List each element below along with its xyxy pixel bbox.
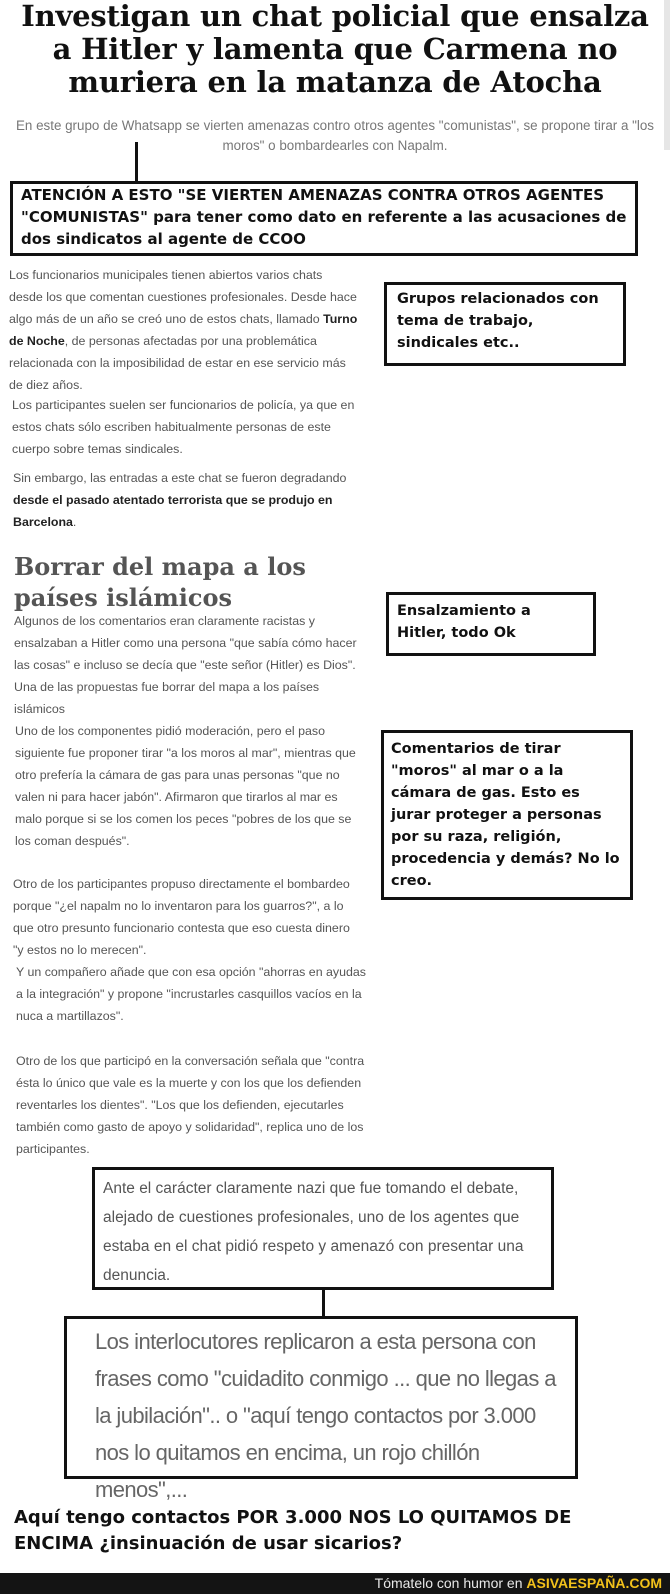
paragraph-1-text: Los funcionarios municipales tienen abiertos varios chats desde los que comentan cuestiones profesionales. Desde hace algo más de un año se creó uno de estos chats, llamado xyxy=(9,268,357,326)
quote-box-replies: Los interlocutores replicaron a esta persona con frases como "cuidadito conmigo ... que no llegas a la jubilación".. o "aquí tengo contactos por 3.000 nos lo quitamos en encima, un rojo chillón menos",... xyxy=(64,1316,578,1479)
paragraph-3-text: Sin embargo, las entradas a este chat se fueron degradando xyxy=(13,471,347,485)
paragraph-3-end: . xyxy=(72,515,77,529)
paragraph-2: Los participantes suelen ser funcionarios de policía, ya que en estos chats sólo escriben habitualmente personas de este cuerpo sobre temas sindicales. xyxy=(12,398,355,456)
annotation-main: ATENCIÓN A ESTO "SE VIERTEN AMENAZAS CONTRA OTROS AGENTES "COMUNISTAS" para tener como dato en referente a las acusaciones de dos sindicatos al agente de CCOO xyxy=(10,181,638,256)
footer-site: ASIVAESPAÑA.COM xyxy=(526,1575,662,1591)
quote-box-denuncia: Ante el carácter claramente nazi que fue tomando el debate, alejado de cuestiones profesionales, uno de los agentes que estaba en el chat pidió respeto y amenazó con presentar una denuncia. xyxy=(92,1167,554,1290)
paragraph-3 xyxy=(13,467,363,533)
connector-line-top xyxy=(135,142,138,182)
paragraph-7: Y un compañero añade que con esa opción "ahorras en ayudas a la integración" y propone "incrustarles casquillos vacíos en la nuca a martillazos". xyxy=(16,965,366,1023)
paragraph-8: Otro de los que participó en la conversación señala que "contra ésta lo único que vale es la muerte y con los que los defienden reventarles los dientes". "Los que los defienden, ejecutarles también como gasto de apoyo y solidaridad", replica uno de los participantes. xyxy=(16,1054,365,1156)
paragraph-1 xyxy=(9,264,359,396)
paragraph-1-bold: Turno de Noche xyxy=(9,312,358,348)
article-title: Investigan un chat policial que ensalza a Hitler y lamenta que Carmena no muriera en la matanza de Atocha xyxy=(21,0,649,99)
annotation-groups: Grupos relacionados con tema de trabajo, sindicales etc.. xyxy=(384,282,626,366)
section-heading: Borrar del mapa a los países islámicos xyxy=(14,552,306,612)
paragraph-1-end: , de personas afectadas por una problemática relacionada con la imposibilidad de estar en ese servicio más de diez años. xyxy=(9,334,346,392)
paragraph-4: Algunos de los comentarios eran claramente racistas y ensalzaban a Hitler como una persona "que sabía cómo hacer las cosas" e incluso se decía que "este señor (Hitler) es Dios". Una de las propuestas fue borrar del mapa a los países islámicos xyxy=(14,614,357,716)
paragraph-3-bold: desde el pasado atentado terrorista que se produjo en Barcelona xyxy=(13,493,333,529)
annotation-final: Aquí tengo contactos POR 3.000 NOS LO QUITAMOS DE ENCIMA ¿insinuación de usar sicarios? xyxy=(14,1507,572,1554)
watermark-footer xyxy=(0,1573,670,1594)
annotation-moros: Comentarios de tirar "moros" al mar o a la cámara de gas. Esto es jurar proteger a personas por su raza, religión, procedencia y demás? No lo creo. xyxy=(381,730,633,900)
connector-line-bottom xyxy=(322,1290,325,1317)
article-subtitle: En este grupo de Whatsapp se vierten amenazas contro otros agentes "comunistas", se propone tirar a "los moros" o bombardearles con Napalm. xyxy=(15,118,655,153)
annotation-hitler: Ensalzamiento a Hitler, todo Ok xyxy=(386,592,596,656)
paragraph-6: Otro de los participantes propuso directamente el bombardeo porque "¿el napalm no lo inventaron para los guarros?", a lo que otro presunto funcionario contesta que eso cuesta dinero "y estos no lo merecen". xyxy=(13,877,350,957)
paragraph-5: Uno de los componentes pidió moderación, pero el paso siguiente fue proponer tirar "a los moros al mar", mientras que otro prefería la cámara de gas para unas personas "que no valen ni para hacer jabón". Afirmaron que tirarlos al mar es malo porque si se los comen los peces "pobres de los que se los coman después". xyxy=(15,724,356,848)
footer-text: Tómatelo con humor en xyxy=(374,1575,527,1591)
